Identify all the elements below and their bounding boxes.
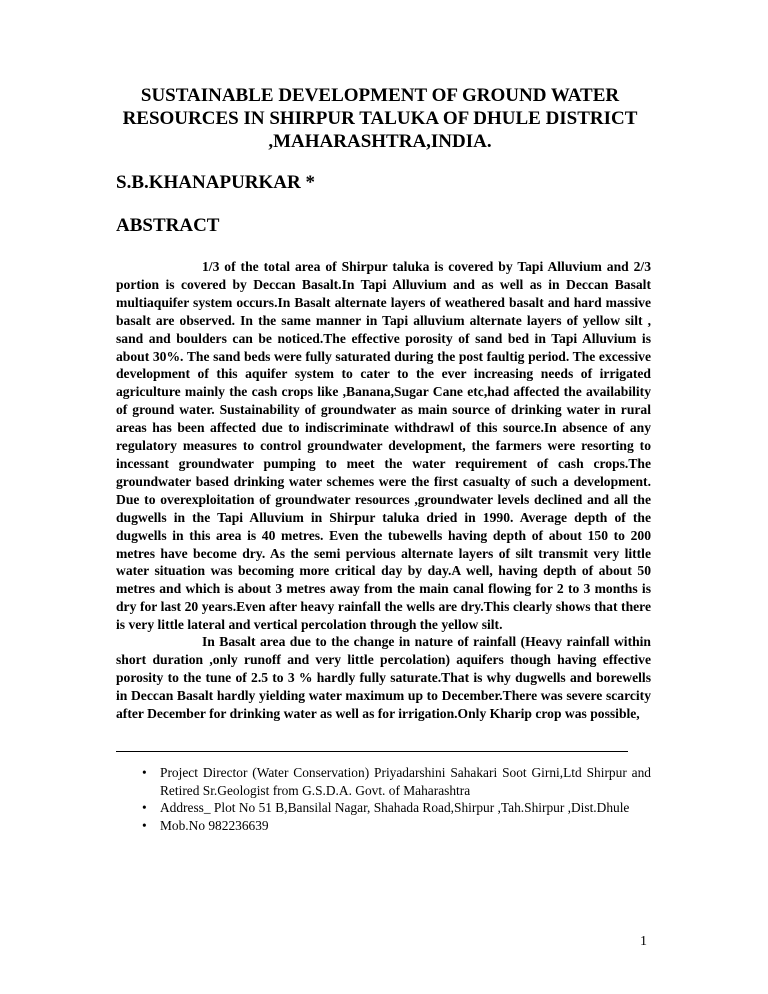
bullet-icon: • xyxy=(142,817,147,833)
footnote-text: Mob.No 982236639 xyxy=(160,817,269,833)
abstract-heading: ABSTRACT xyxy=(116,215,220,236)
document-title: SUSTAINABLE DEVELOPMENT OF GROUND WATER RESOURCES IN SHIRPUR TALUKA OF DHULE DISTRICT ,MAHARASHTRA,INDIA. xyxy=(122,85,638,152)
bullet-icon: • xyxy=(142,800,147,815)
abstract-paragraph-2 xyxy=(116,633,651,723)
abstract-paragraph-1-text: 1/3 of the total area of Shirpur taluka is covered by Tapi Alluvium and 2/3 portion is covered by Deccan Basalt.In Tapi Alluvium and as well as in Deccan Basalt multiaquifer system occurs.In Basalt alternate layers of weathered basalt and hard massive basalt are observed. In the same manner in Tapi alluvium alternate layers of yellow silt , sand and boulders can be noticed.The effective porosity of sand bed in Tapi Alluvium is about 30%. The sand beds were fully saturated during the post faultig period. The excessive development of this aquifer system to cater to the ever increasing needs of irrigated agriculture mainly the cash crops like ,Banana,Sugar Cane etc,had affected the availability of ground water. Sustainability of groundwater as main source of drinking water in rural areas has been affected due to indiscriminate withdrawl of this source.In absence of any regulatory measures to control groundwater development, the farmers were resorting to incessant groundwater pumping to meet the water requirement of cash crops.The groundwater based drinking water schemes were the first casualty of such a development. Due to overexploitation of groundwater resources ,groundwater levels declined and all the dugwells in the Tapi Alluvium in Shirpur taluka dried in 1990. Average depth of the dugwells in this area is 40 metres. Even the tubewells having depth of about 150 to 200 metres have become dry. As the semi pervious alternate layers of silt transmit very little water situation was becoming more critical day by day.A well, having depth of about 50 metres and which is about 3 metres away from the main canal flowing for 2 to 3 months is dry for last 20 years.Even after heavy rainfall the wells are dry.This clearly shows that there is very little lateral and vertical percolation through the yellow silt. xyxy=(116,259,651,633)
footnote-list xyxy=(116,764,651,834)
footnote-text: Project Director (Water Conservation) Priyadarshini Sahakari Soot Girni,Ltd Shirpur and Retired Sr.Geologist from G.S.D.A. Govt. of Maharashtra xyxy=(160,765,651,798)
page-number: 1 xyxy=(640,934,647,949)
abstract-paragraph-2-text: In Basalt area due to the change in nature of rainfall (Heavy rainfall within short duration ,only runoff and very little percolation) aquifers though having effective porosity to the tune of 2.5 to 3 % hardly fully saturate.That is why dugwells and borewells in Deccan Basalt hardly yielding water maximum up to December.There was severe scarcity after December for drinking water as well as for irrigation.Only Kharip crop was possible, xyxy=(116,634,651,721)
bullet-icon: • xyxy=(142,765,147,780)
footnote-text: Address_ Plot No 51 B,Bansilal Nagar, Shahada Road,Shirpur ,Tah.Shirpur ,Dist.Dhule xyxy=(160,800,630,815)
footnote-item xyxy=(116,764,651,799)
abstract-paragraph-1 xyxy=(116,258,651,634)
footnote-item xyxy=(116,817,651,835)
author-name: S.B.KHANAPURKAR * xyxy=(116,172,315,193)
footnote-item xyxy=(116,799,651,817)
footnote-divider xyxy=(116,751,628,752)
